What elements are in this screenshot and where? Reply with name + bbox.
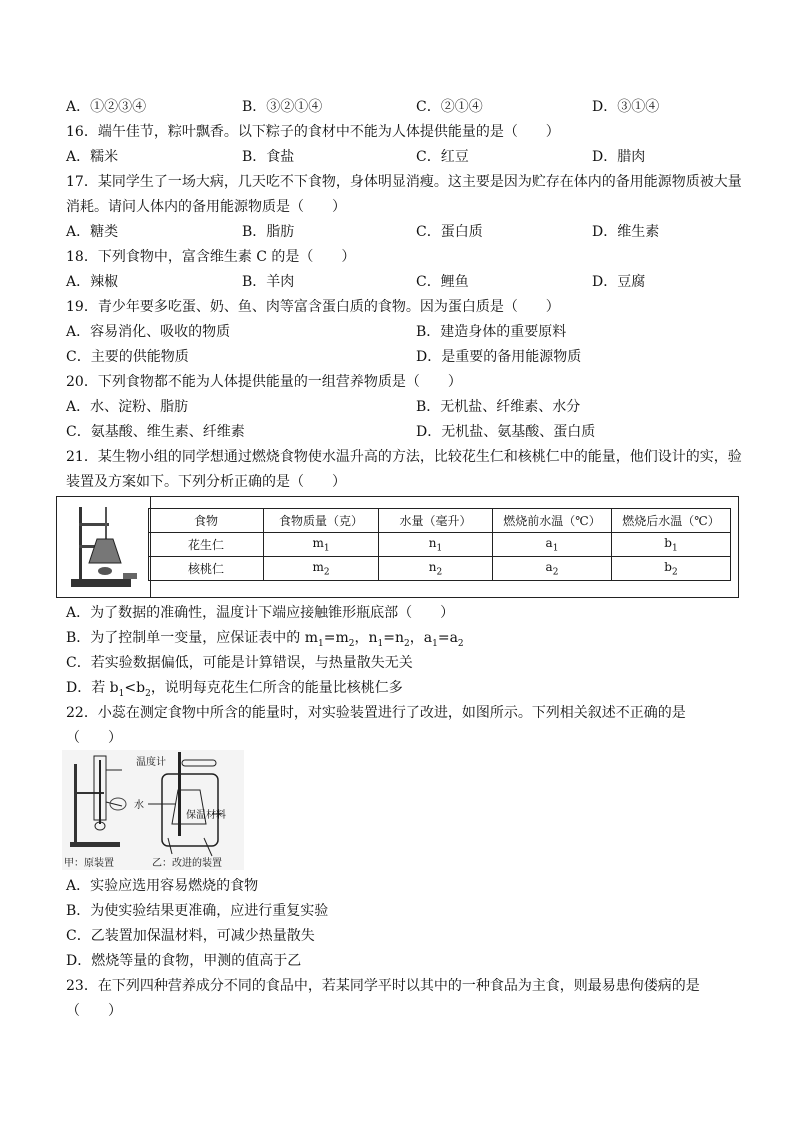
q19-option-a: A．容易消化、吸收的物质 xyxy=(66,324,231,340)
q15-option-c: C．②①④ xyxy=(416,99,483,115)
q16-options xyxy=(66,147,746,167)
q20-option-c: C．氨基酸、维生素、纤维素 xyxy=(66,424,245,440)
q21-data-table xyxy=(148,508,731,581)
q16-option-d: D．腊肉 xyxy=(592,149,646,165)
q20-options-row2 xyxy=(66,422,746,442)
q22-apparatus-figure xyxy=(62,750,244,870)
q22-option-a: A．实验应选用容易燃烧的食物 xyxy=(66,878,259,894)
q23-stem-line1: 23．在下列四种营养成分不同的食品中，若某同学平时以其中的一种食品为主食，则最易患佝偻病的是 xyxy=(66,978,700,994)
q15-option-d: D．③①④ xyxy=(592,99,660,115)
q21-option-d: D．若 $b_1<b_2$，说明每克花生仁所含的能量比核桃仁多 xyxy=(66,680,403,699)
q21-stem-line1: 21．某生物小组的同学想通过燃烧食物使水温升高的方法，比较花生仁和核桃仁中的能量，他们设计的实，验 xyxy=(66,449,742,465)
q22-option-d: D．燃烧等量的食物，甲测的值高于乙 xyxy=(66,953,302,969)
q16-option-c: C．红豆 xyxy=(416,149,469,165)
q18-options xyxy=(66,272,746,292)
q19-option-d: D．是重要的备用能源物质 xyxy=(416,349,582,365)
q19-option-c: C．主要的供能物质 xyxy=(66,349,189,365)
q20-option-b: B．无机盐、纤维素、水分 xyxy=(416,399,581,415)
table-cell: 花生仁 xyxy=(149,533,264,557)
table-header-cell: 食物 xyxy=(149,509,264,533)
table-row xyxy=(149,557,731,581)
q16-option-b: B．食盐 xyxy=(242,149,295,165)
q17-option-d: D．维生素 xyxy=(592,224,660,240)
q18-stem: 18．下列食物中，富含维生素 C 的是（ ） xyxy=(66,249,356,265)
q21-option-a: A．为了数据的准确性，温度计下端应接触锥形瓶底部（ ） xyxy=(66,605,455,621)
q19-stem: 19．青少年要多吃蛋、奶、鱼、肉等富含蛋白质的食物。因为蛋白质是（ ） xyxy=(66,299,560,315)
q22-option-b: B．为使实验结果更准确，应进行重复实验 xyxy=(66,903,329,919)
q18-option-a: A．辣椒 xyxy=(66,274,119,290)
q16-stem: 16．端午佳节，粽叶飘香。以下粽子的食材中不能为人体提供能量的是（ ） xyxy=(66,124,560,140)
q20-option-d: D．无机盐、氨基酸、蛋白质 xyxy=(416,424,596,440)
table-header-cell: 燃烧前水温（℃） xyxy=(493,509,612,533)
q19-options-row1 xyxy=(66,322,746,342)
table-cell: $b_2$ xyxy=(612,557,731,581)
q20-stem: 20．下列食物都不能为人体提供能量的一组营养物质是（ ） xyxy=(66,374,462,390)
table-cell: $n_2$ xyxy=(379,557,493,581)
table-header-row xyxy=(149,509,731,533)
label-insulation: 保温材料 xyxy=(186,810,226,821)
flask-apparatus-illustration xyxy=(65,501,143,593)
q17-options xyxy=(66,222,746,242)
q20-option-a: A．水、淀粉、脂肪 xyxy=(66,399,189,415)
table-header-cell: 燃烧后水温（℃） xyxy=(612,509,731,533)
table-cell: $n_1$ xyxy=(379,533,493,557)
table-row xyxy=(149,533,731,557)
table-cell: $m_1$ xyxy=(264,533,379,557)
q19-option-b: B．建造身体的重要原料 xyxy=(416,324,567,340)
q18-option-c: C．鲤鱼 xyxy=(416,274,469,290)
table-header-cell: 水量（毫升） xyxy=(379,509,493,533)
q22-stem-line2: （ ） xyxy=(66,730,122,746)
q17-stem-line1: 17．某同学生了一场大病，几天吃不下食物，身体明显消瘦。这主要是因为贮存在体内的备用能源物质被大量 xyxy=(66,174,742,190)
label-thermometer: 温度计 xyxy=(136,757,166,768)
q17-stem-line2: 消耗。请问人体内的备用能源物质是（ ） xyxy=(66,199,346,215)
label-water: 水 xyxy=(134,800,144,811)
q22-stem-line1: 22．小蕊在测定食物中所含的能量时，对实验装置进行了改进，如图所示。下列相关叙述不正确的是 xyxy=(66,705,686,721)
q21-stem-line2: 装置及方案如下。下列分析正确的是（ ） xyxy=(66,474,346,490)
q15-options xyxy=(66,97,746,117)
table-cell: $m_2$ xyxy=(264,557,379,581)
table-cell: $a_1$ xyxy=(493,533,612,557)
q17-option-a: A．糖类 xyxy=(66,224,119,240)
q19-options-row2 xyxy=(66,347,746,367)
q15-option-b: B．③②①④ xyxy=(242,99,323,115)
q23-stem-line2: （ ） xyxy=(66,1003,122,1019)
q18-option-d: D．豆腐 xyxy=(592,274,646,290)
q17-option-b: B．脂肪 xyxy=(242,224,295,240)
table-cell: $a_2$ xyxy=(493,557,612,581)
q21-option-b: B．为了控制单一变量，应保证表中的 $m_1=m_2$，$n_1=n_2$，$a_1=a_2$ xyxy=(66,630,464,649)
table-cell: 核桃仁 xyxy=(149,557,264,581)
q20-options-row1 xyxy=(66,397,746,417)
q18-option-b: B．羊肉 xyxy=(242,274,295,290)
q17-option-c: C．蛋白质 xyxy=(416,224,483,240)
q16-option-a: A．糯米 xyxy=(66,149,119,165)
q21-option-c: C．若实验数据偏低，可能是计算错误，与热量散失无关 xyxy=(66,655,413,671)
q15-option-a: A．①②③④ xyxy=(66,99,147,115)
table-header-cell: 食物质量（克） xyxy=(264,509,379,533)
caption-jia: 甲：原装置 xyxy=(64,858,114,869)
table-cell: $b_1$ xyxy=(612,533,731,557)
caption-yi: 乙：改进的装置 xyxy=(152,858,222,869)
q22-option-c: C．乙装置加保温材料，可减少热量散失 xyxy=(66,928,315,944)
q21-figure-box xyxy=(56,496,739,598)
